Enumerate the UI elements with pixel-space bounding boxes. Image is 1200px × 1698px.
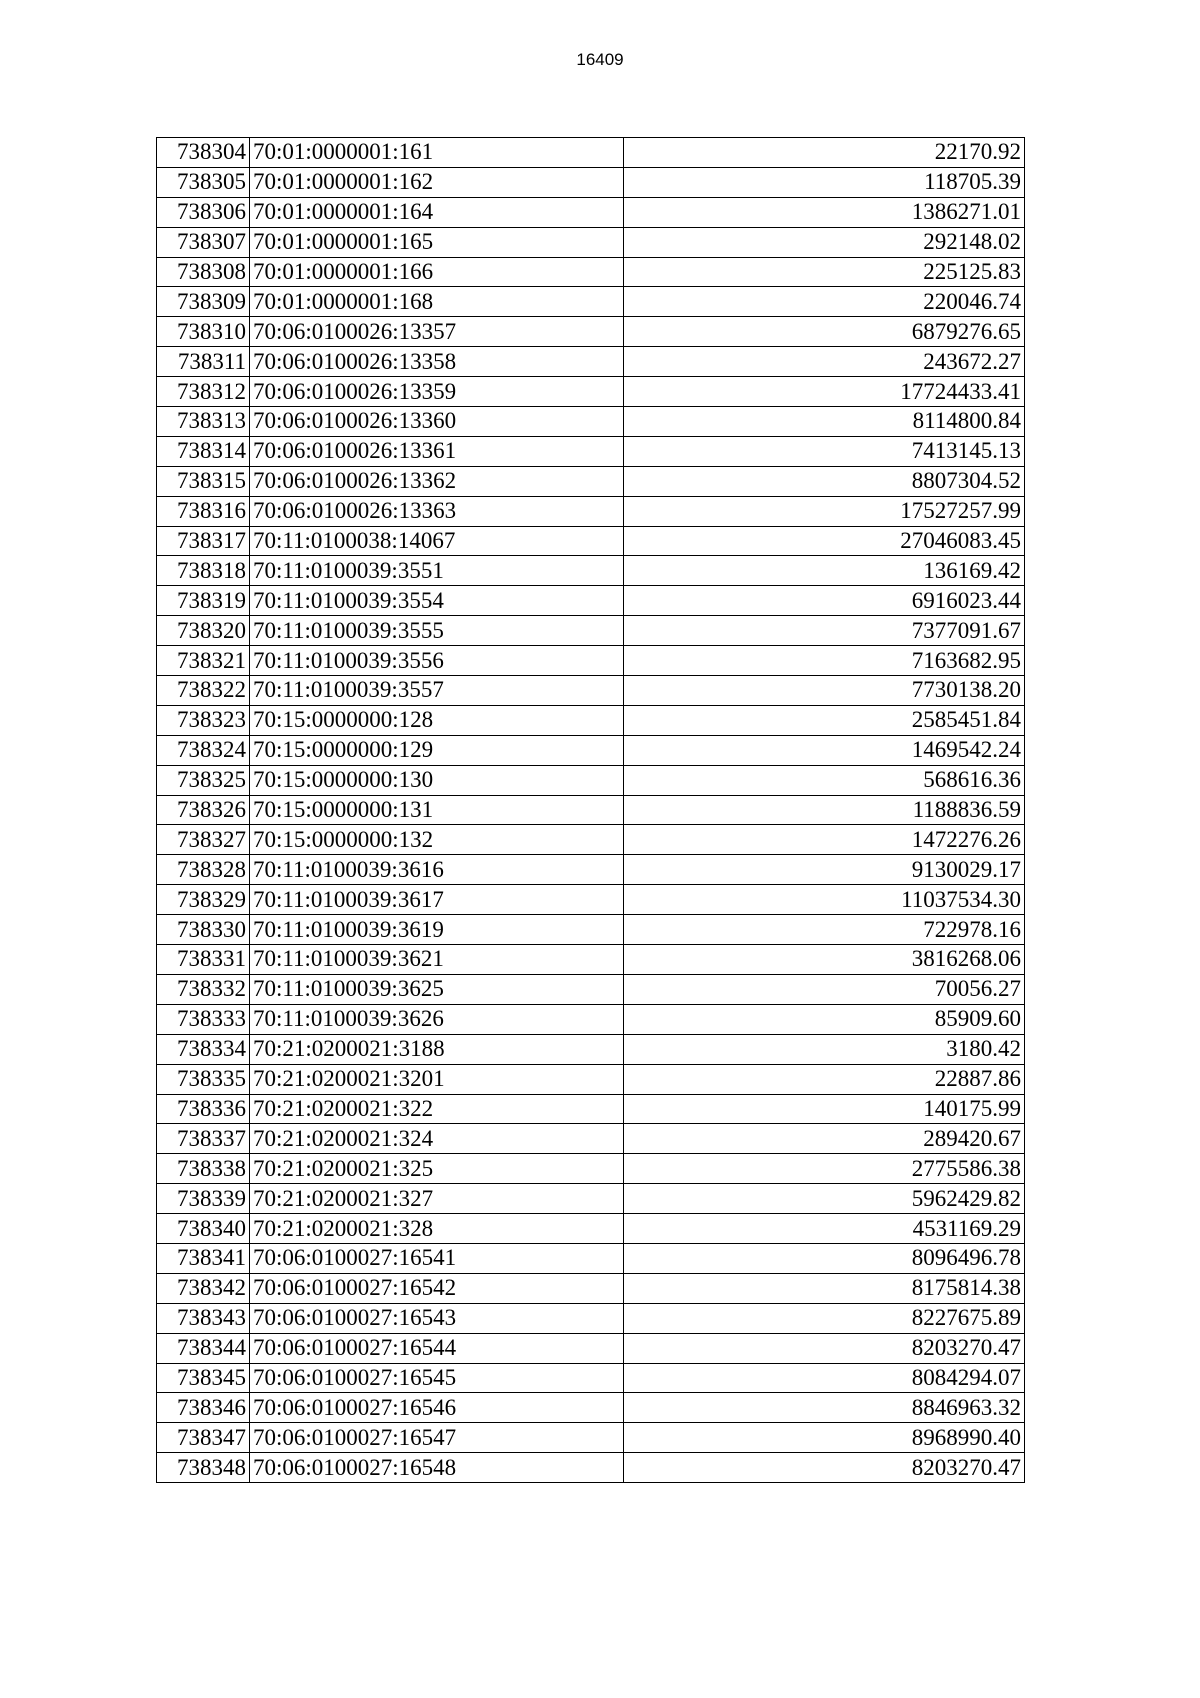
- cadastral-number-cell: 70:15:0000000:132: [250, 825, 624, 855]
- table-row: [157, 466, 1025, 496]
- cadastral-value-cell: 8114800.84: [624, 407, 1025, 437]
- cadastral-number-cell: 70:06:0100026:13357: [250, 317, 624, 347]
- row-number-cell: 738315: [157, 466, 250, 496]
- row-number-cell: 738337: [157, 1124, 250, 1154]
- table-row: [157, 646, 1025, 676]
- table-row: [157, 287, 1025, 317]
- cadastral-value-cell: 22887.86: [624, 1064, 1025, 1094]
- table-row: [157, 795, 1025, 825]
- row-number-cell: 738322: [157, 676, 250, 706]
- cadastral-value-cell: 7163682.95: [624, 646, 1025, 676]
- row-number-cell: 738320: [157, 616, 250, 646]
- table-row: [157, 1393, 1025, 1423]
- cadastral-value-cell: 7377091.67: [624, 616, 1025, 646]
- cadastral-value-cell: 27046083.45: [624, 526, 1025, 556]
- table-row: [157, 138, 1025, 168]
- table-row: [157, 167, 1025, 197]
- cadastral-number-cell: 70:01:0000001:161: [250, 138, 624, 168]
- cadastral-number-cell: 70:06:0100027:16543: [250, 1303, 624, 1333]
- cadastral-number-cell: 70:06:0100027:16544: [250, 1333, 624, 1363]
- table-row: [157, 735, 1025, 765]
- table-row: [157, 586, 1025, 616]
- cadastral-value-cell: 8096496.78: [624, 1243, 1025, 1273]
- cadastral-number-cell: 70:11:0100039:3625: [250, 974, 624, 1004]
- cadastral-number-cell: 70:11:0100039:3551: [250, 556, 624, 586]
- table-row: [157, 1453, 1025, 1483]
- row-number-cell: 738346: [157, 1393, 250, 1423]
- table-row: [157, 1094, 1025, 1124]
- row-number-cell: 738328: [157, 855, 250, 885]
- cadastral-number-cell: 70:15:0000000:128: [250, 705, 624, 735]
- row-number-cell: 738314: [157, 436, 250, 466]
- table-row: [157, 1303, 1025, 1333]
- row-number-cell: 738333: [157, 1004, 250, 1034]
- table-row: [157, 885, 1025, 915]
- table-row: [157, 257, 1025, 287]
- row-number-cell: 738326: [157, 795, 250, 825]
- table-row: [157, 317, 1025, 347]
- cadastral-number-cell: 70:11:0100038:14067: [250, 526, 624, 556]
- cadastral-number-cell: 70:06:0100026:13358: [250, 347, 624, 377]
- row-number-cell: 738335: [157, 1064, 250, 1094]
- row-number-cell: 738310: [157, 317, 250, 347]
- cadastral-number-cell: 70:06:0100027:16542: [250, 1273, 624, 1303]
- cadastral-value-cell: 243672.27: [624, 347, 1025, 377]
- row-number-cell: 738339: [157, 1184, 250, 1214]
- cadastral-value-cell: 6916023.44: [624, 586, 1025, 616]
- row-number-cell: 738338: [157, 1154, 250, 1184]
- table-row: [157, 496, 1025, 526]
- cadastral-value-table: [156, 137, 1025, 1483]
- table-row: [157, 436, 1025, 466]
- cadastral-value-cell: 7730138.20: [624, 676, 1025, 706]
- row-number-cell: 738327: [157, 825, 250, 855]
- table-row: [157, 945, 1025, 975]
- cadastral-value-cell: 118705.39: [624, 167, 1025, 197]
- row-number-cell: 738319: [157, 586, 250, 616]
- row-number-cell: 738313: [157, 407, 250, 437]
- row-number-cell: 738312: [157, 377, 250, 407]
- cadastral-number-cell: 70:06:0100026:13361: [250, 436, 624, 466]
- row-number-cell: 738347: [157, 1423, 250, 1453]
- cadastral-number-cell: 70:21:0200021:327: [250, 1184, 624, 1214]
- cadastral-value-cell: 22170.92: [624, 138, 1025, 168]
- cadastral-number-cell: 70:15:0000000:129: [250, 735, 624, 765]
- row-number-cell: 738311: [157, 347, 250, 377]
- cadastral-value-cell: 1188836.59: [624, 795, 1025, 825]
- cadastral-number-cell: 70:06:0100027:16548: [250, 1453, 624, 1483]
- table-row: [157, 1243, 1025, 1273]
- table-row: [157, 616, 1025, 646]
- cadastral-number-cell: 70:06:0100027:16546: [250, 1393, 624, 1423]
- table-row: [157, 1214, 1025, 1244]
- row-number-cell: 738344: [157, 1333, 250, 1363]
- cadastral-number-cell: 70:21:0200021:328: [250, 1214, 624, 1244]
- row-number-cell: 738316: [157, 496, 250, 526]
- row-number-cell: 738342: [157, 1273, 250, 1303]
- row-number-cell: 738308: [157, 257, 250, 287]
- cadastral-number-cell: 70:21:0200021:324: [250, 1124, 624, 1154]
- cadastral-number-cell: 70:11:0100039:3554: [250, 586, 624, 616]
- cadastral-value-cell: 5962429.82: [624, 1184, 1025, 1214]
- cadastral-number-cell: 70:06:0100026:13360: [250, 407, 624, 437]
- cadastral-number-cell: 70:11:0100039:3555: [250, 616, 624, 646]
- table-row: [157, 974, 1025, 1004]
- table-row: [157, 556, 1025, 586]
- row-number-cell: 738334: [157, 1034, 250, 1064]
- row-number-cell: 738324: [157, 735, 250, 765]
- cadastral-number-cell: 70:15:0000000:130: [250, 765, 624, 795]
- table-row: [157, 825, 1025, 855]
- cadastral-number-cell: 70:06:0100026:13363: [250, 496, 624, 526]
- row-number-cell: 738330: [157, 915, 250, 945]
- row-number-cell: 738305: [157, 167, 250, 197]
- row-number-cell: 738331: [157, 945, 250, 975]
- cadastral-value-cell: 8227675.89: [624, 1303, 1025, 1333]
- cadastral-value-cell: 8846963.32: [624, 1393, 1025, 1423]
- cadastral-value-cell: 8203270.47: [624, 1453, 1025, 1483]
- row-number-cell: 738332: [157, 974, 250, 1004]
- cadastral-value-cell: 9130029.17: [624, 855, 1025, 885]
- table-row: [157, 1154, 1025, 1184]
- cadastral-value-cell: 1472276.26: [624, 825, 1025, 855]
- table-body: [157, 138, 1025, 1483]
- row-number-cell: 738321: [157, 646, 250, 676]
- cadastral-value-cell: 8968990.40: [624, 1423, 1025, 1453]
- cadastral-number-cell: 70:11:0100039:3557: [250, 676, 624, 706]
- table-row: [157, 915, 1025, 945]
- cadastral-value-cell: 8203270.47: [624, 1333, 1025, 1363]
- cadastral-number-cell: 70:21:0200021:3188: [250, 1034, 624, 1064]
- row-number-cell: 738318: [157, 556, 250, 586]
- cadastral-value-cell: 8175814.38: [624, 1273, 1025, 1303]
- row-number-cell: 738345: [157, 1363, 250, 1393]
- cadastral-number-cell: 70:06:0100026:13362: [250, 466, 624, 496]
- cadastral-value-cell: 220046.74: [624, 287, 1025, 317]
- cadastral-value-cell: 1386271.01: [624, 197, 1025, 227]
- row-number-cell: 738306: [157, 197, 250, 227]
- row-number-cell: 738343: [157, 1303, 250, 1333]
- row-number-cell: 738341: [157, 1243, 250, 1273]
- cadastral-number-cell: 70:01:0000001:162: [250, 167, 624, 197]
- row-number-cell: 738317: [157, 526, 250, 556]
- cadastral-number-cell: 70:01:0000001:164: [250, 197, 624, 227]
- row-number-cell: 738304: [157, 138, 250, 168]
- cadastral-value-cell: 7413145.13: [624, 436, 1025, 466]
- cadastral-value-cell: 289420.67: [624, 1124, 1025, 1154]
- cadastral-value-cell: 3816268.06: [624, 945, 1025, 975]
- cadastral-number-cell: 70:11:0100039:3616: [250, 855, 624, 885]
- table-row: [157, 1004, 1025, 1034]
- table-row: [157, 1034, 1025, 1064]
- cadastral-number-cell: 70:01:0000001:165: [250, 227, 624, 257]
- cadastral-number-cell: 70:21:0200021:3201: [250, 1064, 624, 1094]
- cadastral-value-cell: 722978.16: [624, 915, 1025, 945]
- cadastral-value-cell: 2585451.84: [624, 705, 1025, 735]
- cadastral-number-cell: 70:11:0100039:3621: [250, 945, 624, 975]
- table-row: [157, 1064, 1025, 1094]
- row-number-cell: 738309: [157, 287, 250, 317]
- row-number-cell: 738325: [157, 765, 250, 795]
- table-row: [157, 197, 1025, 227]
- table-row: [157, 407, 1025, 437]
- cadastral-value-cell: 70056.27: [624, 974, 1025, 1004]
- cadastral-value-cell: 8084294.07: [624, 1363, 1025, 1393]
- table-row: [157, 705, 1025, 735]
- row-number-cell: 738329: [157, 885, 250, 915]
- cadastral-number-cell: 70:11:0100039:3626: [250, 1004, 624, 1034]
- cadastral-value-cell: 6879276.65: [624, 317, 1025, 347]
- cadastral-number-cell: 70:11:0100039:3556: [250, 646, 624, 676]
- row-number-cell: 738348: [157, 1453, 250, 1483]
- cadastral-number-cell: 70:11:0100039:3619: [250, 915, 624, 945]
- cadastral-value-cell: 17724433.41: [624, 377, 1025, 407]
- cadastral-value-cell: 85909.60: [624, 1004, 1025, 1034]
- page-number: 16409: [576, 50, 624, 69]
- row-number-cell: 738336: [157, 1094, 250, 1124]
- cadastral-value-cell: 2775586.38: [624, 1154, 1025, 1184]
- cadastral-number-cell: 70:21:0200021:322: [250, 1094, 624, 1124]
- table-row: [157, 765, 1025, 795]
- table-row: [157, 676, 1025, 706]
- cadastral-value-cell: 1469542.24: [624, 735, 1025, 765]
- row-number-cell: 738340: [157, 1214, 250, 1244]
- table-row: [157, 855, 1025, 885]
- cadastral-value-cell: 11037534.30: [624, 885, 1025, 915]
- cadastral-value-cell: 225125.83: [624, 257, 1025, 287]
- cadastral-value-cell: 8807304.52: [624, 466, 1025, 496]
- table-row: [157, 1184, 1025, 1214]
- table-row: [157, 1273, 1025, 1303]
- cadastral-number-cell: 70:11:0100039:3617: [250, 885, 624, 915]
- cadastral-number-cell: 70:15:0000000:131: [250, 795, 624, 825]
- cadastral-value-cell: 136169.42: [624, 556, 1025, 586]
- cadastral-value-cell: 140175.99: [624, 1094, 1025, 1124]
- table-row: [157, 1124, 1025, 1154]
- table-row: [157, 377, 1025, 407]
- cadastral-number-cell: 70:06:0100027:16547: [250, 1423, 624, 1453]
- cadastral-value-cell: 17527257.99: [624, 496, 1025, 526]
- cadastral-value-cell: 568616.36: [624, 765, 1025, 795]
- table-row: [157, 1423, 1025, 1453]
- row-number-cell: 738323: [157, 705, 250, 735]
- cadastral-number-cell: 70:06:0100027:16541: [250, 1243, 624, 1273]
- cadastral-value-cell: 292148.02: [624, 227, 1025, 257]
- table-row: [157, 526, 1025, 556]
- cadastral-value-cell: 3180.42: [624, 1034, 1025, 1064]
- table-row: [157, 1363, 1025, 1393]
- table-row: [157, 347, 1025, 377]
- row-number-cell: 738307: [157, 227, 250, 257]
- cadastral-value-cell: 4531169.29: [624, 1214, 1025, 1244]
- cadastral-number-cell: 70:01:0000001:166: [250, 257, 624, 287]
- cadastral-number-cell: 70:06:0100027:16545: [250, 1363, 624, 1393]
- cadastral-number-cell: 70:21:0200021:325: [250, 1154, 624, 1184]
- table-row: [157, 227, 1025, 257]
- cadastral-number-cell: 70:06:0100026:13359: [250, 377, 624, 407]
- table-row: [157, 1333, 1025, 1363]
- cadastral-number-cell: 70:01:0000001:168: [250, 287, 624, 317]
